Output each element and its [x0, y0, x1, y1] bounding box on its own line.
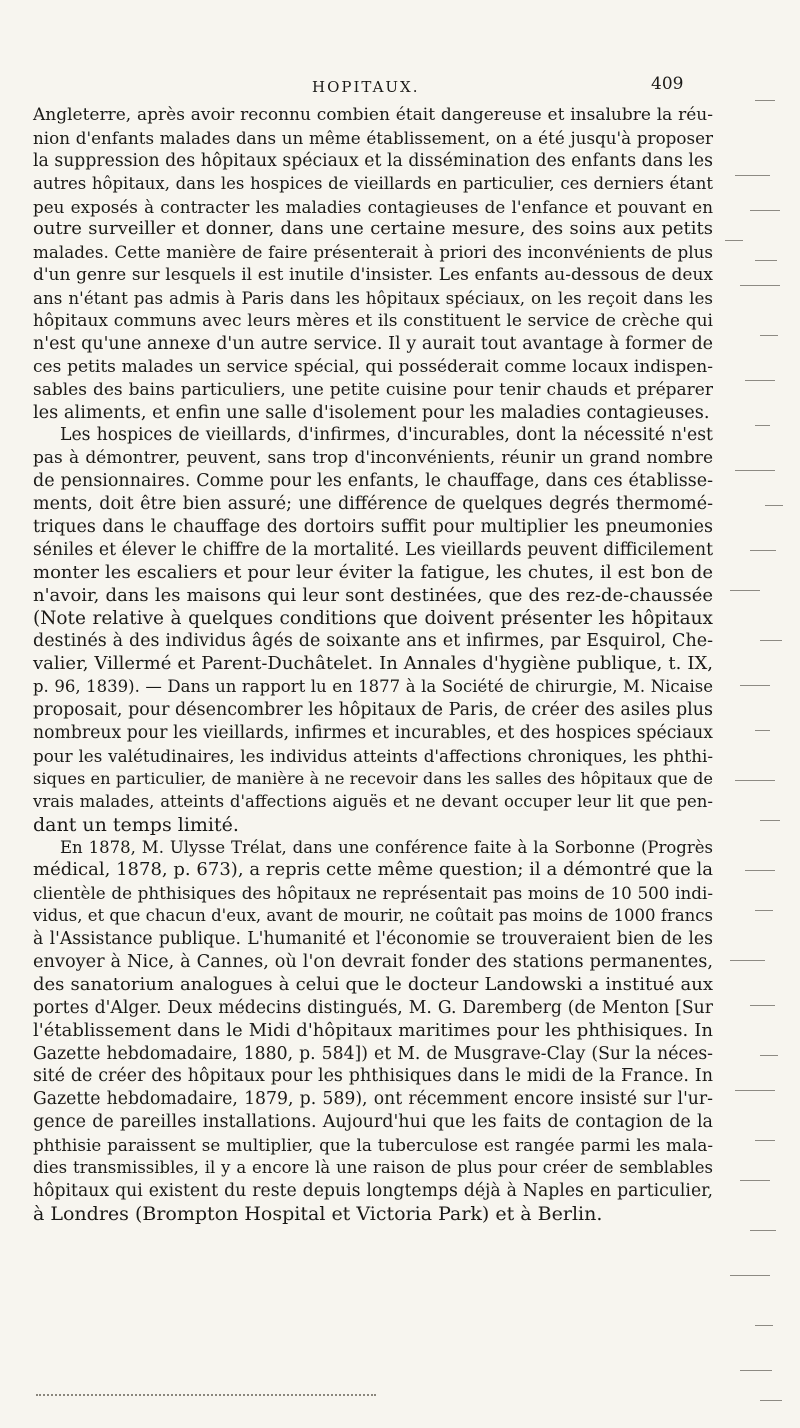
scan-mark — [735, 1090, 775, 1091]
scan-mark — [730, 1275, 770, 1276]
scan-mark — [725, 240, 743, 241]
scan-mark — [760, 1400, 782, 1401]
scan-mark — [755, 1325, 773, 1326]
scan-mark — [750, 210, 780, 211]
scan-mark — [755, 425, 770, 426]
scan-mark — [745, 870, 775, 871]
text-line: valier, Villermé et Parent-Duchâtelet. In Annales d'hygiène publique, t. IX, — [33, 653, 713, 675]
scan-mark — [755, 100, 775, 101]
text-line: peu exposés à contracter les maladies contagieuses de l'enfance et pouvant en — [33, 196, 713, 217]
text-line: En 1878, M. Ulysse Trélat, dans une conférence faite à la Sorbonne (Progrès — [60, 837, 713, 857]
text-line: Angleterre, après avoir reconnu combien était dangereuse et insalubre la réu- — [33, 105, 713, 125]
text-line: médical, 1878, p. 673), a repris cette même question; il a démontré que la — [33, 859, 713, 881]
scan-mark — [745, 380, 775, 381]
scan-mark — [730, 960, 765, 961]
text-line: vrais malades, atteints d'affections aiguës et ne devant occuper leur lit que pen- — [33, 791, 713, 811]
text-line: siques en particulier, de manière à ne recevoir dans les salles des hôpitaux que de — [33, 768, 713, 788]
scan-mark — [760, 640, 782, 641]
text-line: clientèle de phthisiques des hôpitaux ne représentait pas moins de 10 500 indi- — [33, 883, 713, 904]
scan-mark — [740, 1370, 772, 1371]
text-line: (Note relative à quelques conditions que doivent présenter les hôpitaux — [33, 607, 713, 629]
text-line: des sanatorium analogues à celui que le docteur Landowski a institué aux — [33, 973, 713, 995]
text-line: n'est qu'une annexe d'un autre service. Il y aurait tout avantage à former de — [33, 333, 713, 354]
text-line: Gazette hebdomadaire, 1880, p. 584]) et M. de Musgrave-Clay (Sur la néces- — [33, 1043, 713, 1064]
scan-mark — [760, 820, 780, 821]
bottom-dotted-rule — [36, 1394, 376, 1396]
scan-mark — [750, 550, 776, 551]
text-line: n'avoir, dans les maisons qui leur sont destinées, que des rez-de-chaussée — [33, 584, 713, 606]
scan-mark — [755, 910, 773, 911]
scan-mark — [755, 260, 777, 261]
text-line: à l'Assistance publique. L'humanité et l'économie se trouveraient bien de les — [33, 929, 713, 950]
scan-mark — [760, 1055, 778, 1056]
text-line: l'établissement dans le Midi d'hôpitaux maritimes pour les phthisiques. In — [33, 1019, 713, 1041]
text-line: de pensionnaires. Comme pour les enfants, le chauffage, dans ces établisse- — [33, 471, 713, 492]
running-head: HOPITAUX. — [312, 78, 420, 96]
text-line: p. 96, 1839). — Dans un rapport lu en 1877 à la Société de chirurgie, M. Nicaise — [33, 677, 713, 697]
scan-mark — [750, 1230, 776, 1231]
scan-mark — [735, 780, 775, 781]
scan-mark — [740, 285, 780, 286]
scan-mark — [750, 1005, 775, 1006]
text-line: d'un genre sur lesquels il est inutile d'insister. Les enfants au-dessous de deux — [33, 265, 713, 286]
text-line: vidus, et que chacun d'eux, avant de mourir, ne coûtait pas moins de 1000 francs — [33, 906, 713, 926]
text-line: la suppression des hôpitaux spéciaux et la dissémination des enfants dans les — [33, 150, 713, 171]
text-line: ments, doit être bien assuré; une différence de quelques degrés thermomé- — [33, 494, 713, 515]
text-line: dant un temps limité. — [33, 813, 239, 836]
text-line: nombreux pour les vieillards, infirmes et incurables, et des hospices spéciaux — [33, 723, 713, 744]
scan-mark — [735, 470, 775, 471]
text-line: destinés à des individus âgés de soixante ans et infirmes, par Esquirol, Che- — [33, 631, 713, 652]
page-number: 409 — [651, 74, 684, 94]
text-line: sables des bains particuliers, une petite cuisine pour tenir chauds et préparer — [33, 379, 713, 400]
scan-mark — [740, 685, 770, 686]
text-line: hôpitaux communs avec leurs mères et ils constituent le service de crèche qui — [33, 311, 713, 332]
text-line: monter les escaliers et pour leur éviter la fatigue, les chutes, il est bon de — [33, 561, 713, 583]
text-line: gence de pareilles installations. Aujourd'hui que les faits de contagion de la — [33, 1112, 713, 1133]
text-line: phthisie paraissent se multiplier, que la tuberculose est rangée parmi les mala- — [33, 1135, 713, 1156]
text-line: ans n'étant pas admis à Paris dans les hôpitaux spéciaux, on les reçoit dans les — [33, 288, 713, 309]
text-line: sité de créer des hôpitaux pour les phthisiques dans le midi de la France. In — [33, 1066, 713, 1087]
text-line: pas à démontrer, peuvent, sans trop d'inconvénients, réunir un grand nombre — [33, 448, 713, 469]
text-line: envoyer à Nice, à Cannes, où l'on devrait fonder des stations permanentes, — [33, 951, 713, 972]
text-line: Gazette hebdomadaire, 1879, p. 589), ont récemment encore insisté sur l'ur- — [33, 1089, 713, 1110]
text-line: hôpitaux qui existent du reste depuis longtemps déjà à Naples en particulier, — [33, 1180, 713, 1201]
text-line: ces petits malades un service spécial, qui posséderait comme locaux indispen- — [33, 356, 713, 377]
text-line: outre surveiller et donner, dans une certaine mesure, des soins aux petits — [33, 218, 713, 240]
text-line: Les hospices de vieillards, d'infirmes, d'incurables, dont la nécessité n'est — [60, 425, 713, 446]
margin-scan-marks — [725, 80, 795, 1420]
body-text — [33, 104, 713, 1226]
text-line: dies transmissibles, il y a encore là une raison de plus pour créer de semblables — [33, 1157, 713, 1177]
scan-mark — [765, 505, 783, 506]
scan-mark — [755, 730, 770, 731]
text-line: à Londres (Brompton Hospital et Victoria Park) et à Berlin. — [33, 1202, 603, 1225]
scan-mark — [740, 1180, 770, 1181]
scan-mark — [730, 590, 760, 591]
scan-mark — [735, 175, 770, 176]
scan-mark — [755, 1140, 775, 1141]
text-line: nion d'enfants malades dans un même établissement, on a été jusqu'à proposer — [33, 127, 713, 148]
scan-mark — [760, 335, 778, 336]
text-line: triques dans le chauffage des dortoirs suffit pour multiplier les pneumonies — [33, 517, 713, 538]
text-line: portes d'Alger. Deux médecins distingués, M. G. Daremberg (de Menton [Sur — [33, 997, 713, 1018]
text-line: les aliments, et enfin une salle d'isolement pour les maladies contagieuses. — [33, 402, 710, 423]
text-line: autres hôpitaux, dans les hospices de vieillards en particulier, ces derniers étant — [33, 173, 713, 193]
text-line: séniles et élever le chiffre de la mortalité. Les vieillards peuvent difficilement — [33, 539, 713, 560]
text-line: proposait, pour désencombrer les hôpitaux de Paris, de créer des asiles plus — [33, 700, 713, 721]
text-line: pour les valétudinaires, les individus atteints d'affections chroniques, les phthi- — [33, 745, 713, 766]
text-line: malades. Cette manière de faire présenterait à priori des inconvénients de plus — [33, 242, 713, 263]
